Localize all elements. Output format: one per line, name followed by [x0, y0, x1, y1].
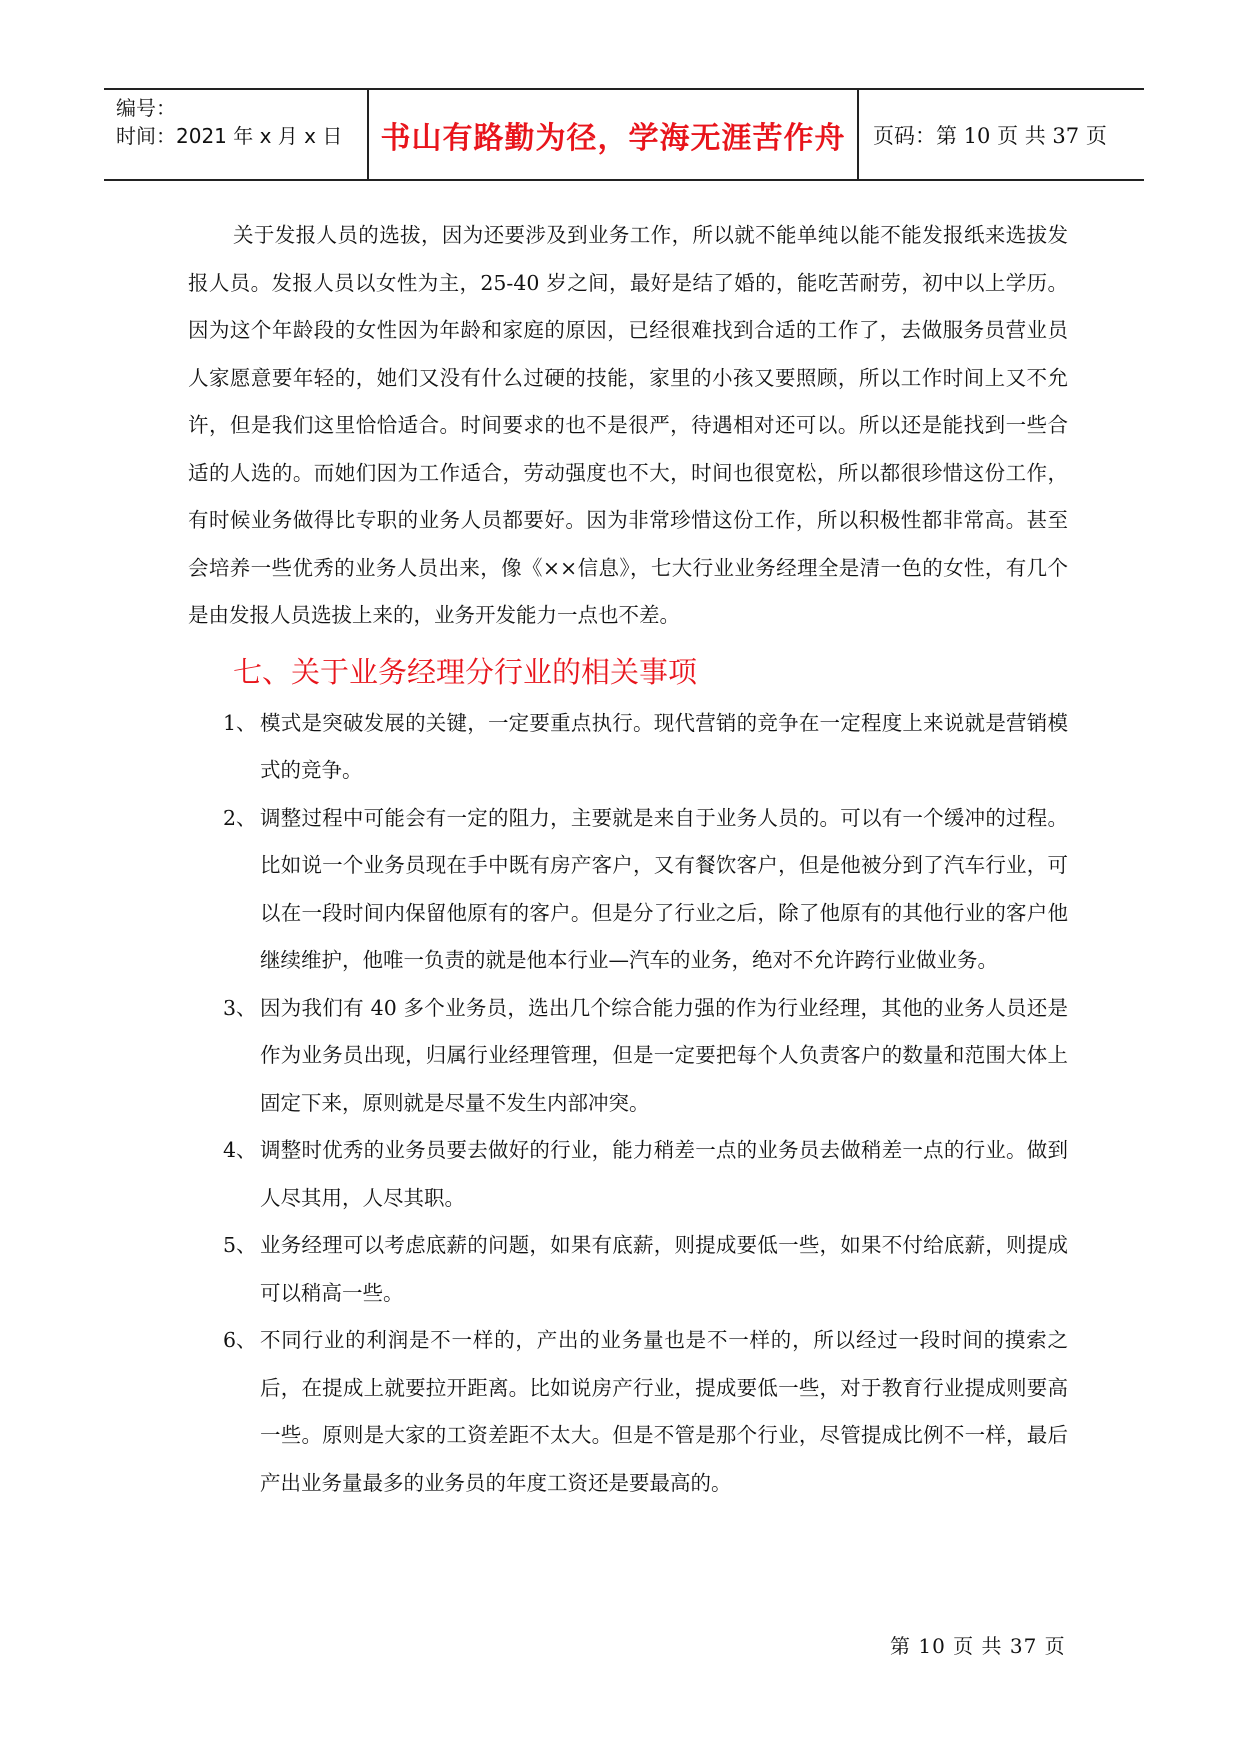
- header-page-code: 页码：第 10 页 共 37 页: [873, 123, 1107, 148]
- time-label: 时间：2021 年 x 月 x 日: [116, 124, 343, 148]
- header-meta: [104, 90, 369, 179]
- header-motto: 书山有路勤为径，学海无涯苦作舟: [369, 90, 859, 179]
- list-item-text: 不同行业的利润是不一样的，产出的业务量也是不一样的，所以经过一段时间的摸索之后，在提成上就要拉开距离。比如说房产行业，提成要低一些，对于教育行业提成则要高一些。原则是大家的工资差距不太大。但是不管是那个行业，尽管提成比例不一样，最后产出业务量最多的业务员的年度工资还是要最高的。: [260, 1328, 1068, 1495]
- list-item-text: 调整过程中可能会有一定的阻力，主要就是来自于业务人员的。可以有一个缓冲的过程。比如说一个业务员现在手中既有房产客户，又有餐饮客户，但是他被分到了汽车行业，可以在一段时间内保留他原有的客户。但是分了行业之后，除了他原有的其他行业的客户他继续维护，他唯一负责的就是他本行业—汽车的业务，绝对不允许跨行业做业务。: [260, 805, 1068, 972]
- body-paragraph: 关于发报人员的选拔，因为还要涉及到业务工作，所以就不能单纯以能不能发报纸来选拔发报人员。发报人员以女性为主，25-40 岁之间，最好是结了婚的，能吃苦耐劳，初中以上学历。因为这个年龄段的女性因为年龄和家庭的原因，已经很难找到合适的工作了，去做服务员营业员人家愿意要年轻的，她们又没有什么过硬的技能，家里的小孩又要照顾，所以工作时间上又不允许，但是我们这里恰恰适合。时间要求的也不是很严，待遇相对还可以。所以还是能找到一些合适的人选的。而她们因为工作适合，劳动强度也不大，时间也很宽松，所以都很珍惜这份工作，有时候业务做得比专职的业务人员都要好。因为非常珍惜这份工作，所以积极性都非常高。甚至会培养一些优秀的业务人员出来，像《××信息》，七大行业业务经理全是清一色的女性，有几个是由发报人员选拔上来的，业务开发能力一点也不差。: [188, 223, 1068, 627]
- list-item-number: 3、: [223, 995, 257, 1020]
- list-item: [188, 1127, 1068, 1222]
- page-footer: 第 10 页 共 37 页: [890, 1634, 1066, 1658]
- numbered-list: [188, 700, 1068, 1508]
- list-item: [188, 700, 1068, 795]
- list-item-number: 4、: [223, 1138, 257, 1162]
- document-body: [188, 212, 1068, 1507]
- list-item-number: 2、: [223, 805, 257, 830]
- list-item: [188, 795, 1068, 985]
- list-item: [188, 1222, 1068, 1317]
- list-item-text: 模式是突破发展的关键，一定要重点执行。现代营销的竞争在一定程度上来说就是营销模式的竞争。: [260, 710, 1068, 782]
- list-item: [188, 1317, 1068, 1507]
- list-item-text: 业务经理可以考虑底薪的问题，如果有底薪，则提成要低一些，如果不付给底薪，则提成可以稍高一些。: [260, 1233, 1068, 1305]
- list-item-text: 因为我们有 40 多个业务员，选出几个综合能力强的作为行业经理，其他的业务人员还是作为业务员出现，归属行业经理管理，但是一定要把每个人负责客户的数量和范围大体上固定下来，原则就是尽量不发生内部冲突。: [260, 995, 1068, 1115]
- page-header: [104, 88, 1144, 181]
- list-item-number: 5、: [223, 1233, 257, 1257]
- list-item-number: 1、: [223, 710, 257, 735]
- list-item-number: 6、: [223, 1328, 257, 1352]
- list-item-text: 调整时优秀的业务员要去做好的行业，能力稍差一点的业务员去做稍差一点的行业。做到人尽其用，人尽其职。: [260, 1138, 1068, 1210]
- serial-label: 编号：: [116, 96, 176, 120]
- list-item: [188, 985, 1068, 1128]
- section-title: 七、关于业务经理分行业的相关事项: [233, 654, 698, 689]
